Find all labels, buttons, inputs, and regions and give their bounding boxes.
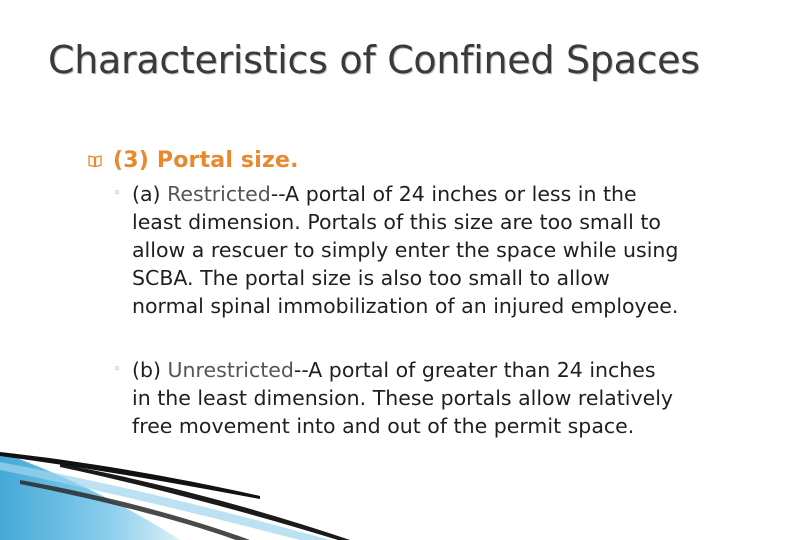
ring-bullet-icon: ◦ bbox=[113, 186, 121, 201]
sub-line bbox=[113, 180, 793, 208]
sub-text: --A portal of greater than 24 inches bbox=[293, 358, 656, 382]
sub-line: free movement into and out of the permit space. bbox=[132, 414, 635, 438]
bullet-heading: (3) Portal size. bbox=[113, 148, 299, 173]
sub-bullet-restricted bbox=[113, 180, 793, 320]
bullet-portal-size bbox=[88, 148, 299, 173]
sub-text: --A portal of 24 inches or less in the bbox=[270, 182, 637, 206]
term-unrestricted: Unrestricted bbox=[167, 358, 294, 382]
sub-bullet-unrestricted bbox=[113, 356, 793, 440]
sub-line: in the least dimension. These portals allow relatively bbox=[132, 386, 674, 410]
sub-label: (a) bbox=[132, 182, 161, 206]
sub-label: (b) bbox=[132, 358, 162, 382]
term-restricted: Restricted bbox=[167, 182, 271, 206]
decorative-corner-swoosh bbox=[0, 440, 810, 540]
book-icon bbox=[88, 154, 102, 168]
ring-bullet-icon: ◦ bbox=[113, 362, 121, 377]
sub-line bbox=[113, 356, 793, 384]
slide-title: Characteristics of Confined Spaces bbox=[48, 38, 700, 82]
sub-line: least dimension. Portals of this size are too small to bbox=[132, 210, 661, 234]
sub-line: SCBA. The portal size is also too small to allow bbox=[132, 266, 610, 290]
sub-line: allow a rescuer to simply enter the space while using bbox=[132, 238, 679, 262]
sub-line: normal spinal immobilization of an injured employee. bbox=[132, 294, 679, 318]
